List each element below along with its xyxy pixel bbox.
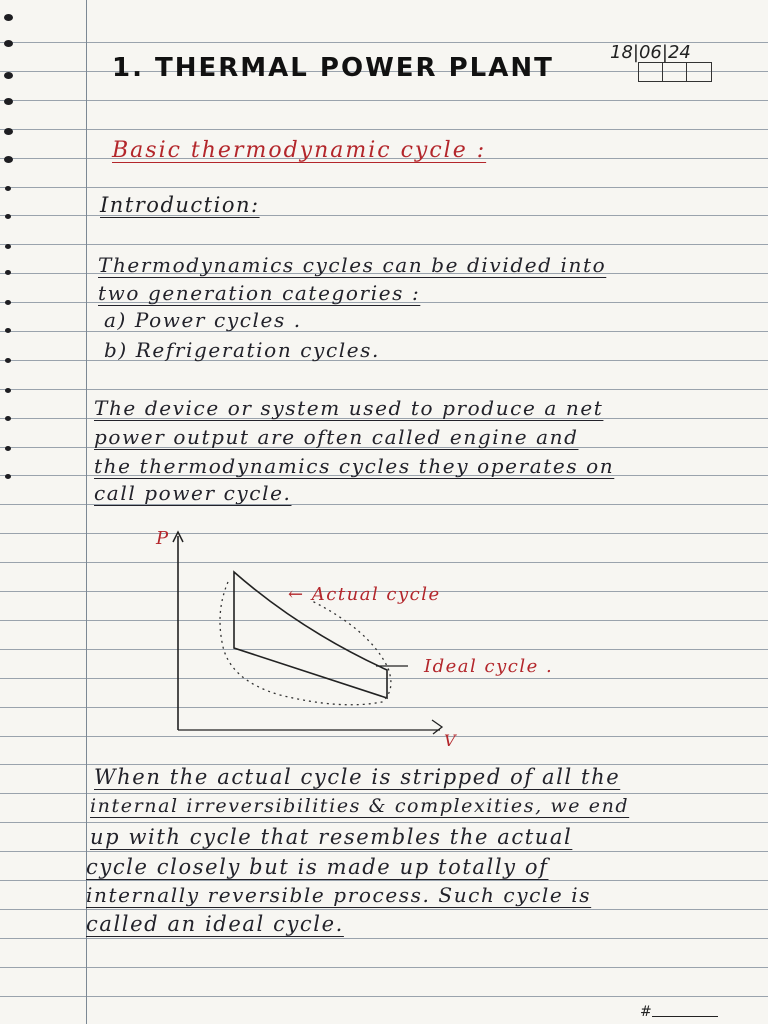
ideal-line-4: cycle closely but is made up totally of bbox=[86, 855, 549, 879]
binding-hole bbox=[4, 72, 13, 79]
ruled-line bbox=[0, 880, 768, 881]
device-line-1: The device or system used to produce a net bbox=[94, 396, 604, 420]
pv-diagram bbox=[150, 520, 610, 750]
ruled-line bbox=[0, 389, 768, 390]
date-box-divider bbox=[662, 63, 663, 81]
binding-hole bbox=[5, 186, 11, 191]
binding-hole bbox=[4, 98, 13, 105]
ruled-line bbox=[0, 909, 768, 910]
v-axis-arrow bbox=[432, 720, 442, 734]
ruled-line bbox=[0, 822, 768, 823]
p-axis-label: P bbox=[156, 528, 169, 549]
v-axis-label: V bbox=[444, 731, 456, 750]
binding-hole bbox=[4, 128, 13, 135]
binding-hole bbox=[5, 244, 11, 249]
ruled-line bbox=[0, 187, 768, 188]
ideal-line-2: internal irreversibilities & complexities, we end bbox=[90, 795, 630, 817]
binding-hole bbox=[5, 446, 11, 451]
binding-hole bbox=[5, 214, 11, 219]
ruled-line bbox=[0, 793, 768, 794]
ideal-line-6: called an ideal cycle. bbox=[86, 912, 344, 936]
ruled-line bbox=[0, 996, 768, 997]
section-heading: Basic thermodynamic cycle : bbox=[112, 138, 487, 163]
date-box bbox=[638, 62, 712, 82]
binding-hole bbox=[4, 40, 13, 47]
ruled-line bbox=[0, 851, 768, 852]
page-number-mark: # bbox=[640, 1004, 652, 1020]
binding-hole bbox=[4, 156, 13, 163]
ideal-line-1: When the actual cycle is stripped of all the bbox=[94, 765, 621, 789]
ruled-line bbox=[0, 100, 768, 101]
intro-line-3: a) Power cycles . bbox=[104, 308, 302, 332]
date-box-divider bbox=[686, 63, 687, 81]
intro-line-4: b) Refrigeration cycles. bbox=[104, 338, 381, 362]
subheading-introduction: Introduction: bbox=[100, 193, 260, 217]
binding-hole bbox=[5, 300, 11, 305]
binding-hole bbox=[5, 270, 11, 275]
binding-hole bbox=[5, 416, 11, 421]
ideal-line-5: internally reversible process. Such cycle is bbox=[86, 883, 592, 907]
intro-line-2: two generation categories : bbox=[98, 281, 421, 305]
binding-hole bbox=[5, 358, 11, 363]
device-line-3: the thermodynamics cycles they operates on bbox=[94, 454, 615, 478]
page-title: 1. THERMAL POWER PLANT bbox=[112, 53, 554, 83]
date-text: 18|06|24 bbox=[610, 42, 691, 63]
device-line-4: call power cycle. bbox=[94, 481, 292, 505]
actual-cycle-label: ← Actual cycle bbox=[288, 584, 441, 605]
device-line-2: power output are often called engine and bbox=[94, 425, 579, 449]
binding-hole bbox=[4, 14, 13, 21]
binding-hole bbox=[5, 474, 11, 479]
ruled-line bbox=[0, 938, 768, 939]
ruled-line bbox=[0, 129, 768, 130]
ruled-line bbox=[0, 244, 768, 245]
binding-hole bbox=[5, 388, 11, 393]
ideal-cycle-label: Ideal cycle . bbox=[424, 656, 554, 677]
binding-hole bbox=[5, 328, 11, 333]
ruled-line bbox=[0, 967, 768, 968]
ideal-line-3: up with cycle that resembles the actual bbox=[90, 825, 573, 849]
page-number-line bbox=[652, 1016, 718, 1017]
intro-line-1: Thermodynamics cycles can be divided into bbox=[98, 253, 607, 277]
